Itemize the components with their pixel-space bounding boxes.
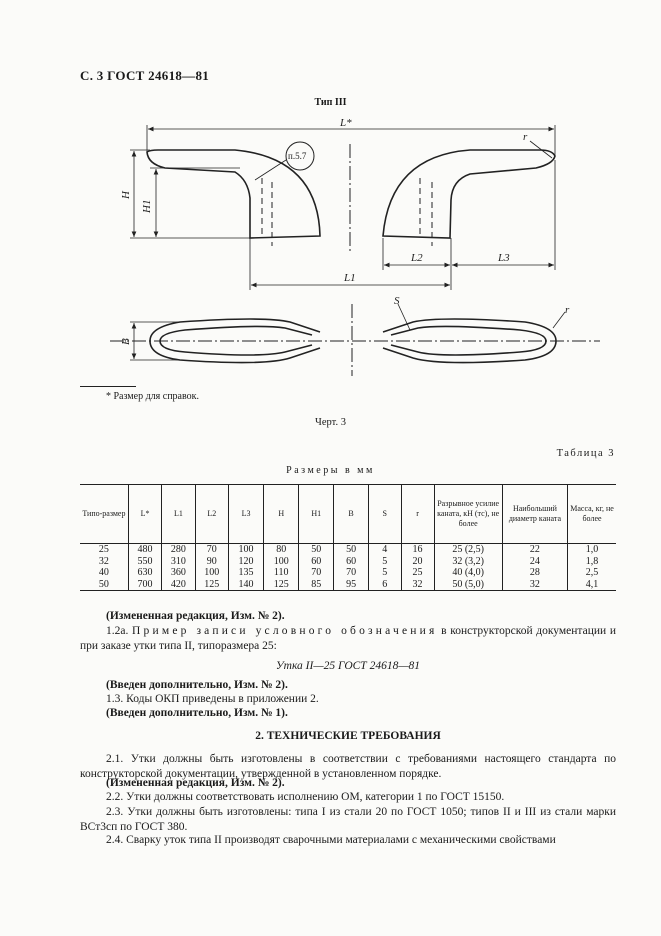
label-H1: H1: [141, 199, 153, 213]
table-cell: 100: [264, 556, 299, 568]
paragraph-1-2a: [80, 624, 616, 654]
table-cell: 4: [368, 544, 401, 556]
table-row: [80, 556, 616, 568]
label-B: B: [120, 338, 132, 345]
table-row: [80, 544, 616, 556]
designation-example: Утка II—25 ГОСТ 24618—81: [275, 660, 421, 672]
table-cell: 60: [299, 556, 334, 568]
table-cell: 16: [401, 544, 434, 556]
table-cell: 20: [401, 556, 434, 568]
change-note-1: (Измененная редакция, Изм. № 2).: [106, 610, 285, 622]
p2-spaced: Пример записи условного обозначения: [132, 625, 438, 637]
table-cell: 80: [264, 544, 299, 556]
table-cell: 70: [299, 567, 334, 579]
table-cell: 25: [401, 567, 434, 579]
footnote: * Размер для справок.: [106, 391, 199, 402]
col-header: L3: [228, 485, 263, 544]
paragraph-2-3: 2.3. Утки должны быть изготовлены: типа I из стали 20 по ГОСТ 1050; типов II и III из стали марки ВСт3сп по ГОСТ 380.: [80, 806, 616, 833]
col-header: B: [334, 485, 369, 544]
table-cell: 630: [128, 567, 161, 579]
table-cell: 110: [264, 567, 299, 579]
table-cell: 700: [128, 579, 161, 591]
change-note-4: (Измененная редакция, Изм. № 2).: [106, 777, 285, 789]
paragraph-1-3: 1.3. Коды ОКП приведены в приложении 2.: [106, 693, 319, 705]
footnote-rule: [80, 386, 136, 387]
table-cell: 1,8: [568, 556, 616, 568]
table-row: [80, 567, 616, 579]
table-cell: 280: [162, 544, 195, 556]
label-r-bottom: r: [565, 304, 570, 316]
table-number: Таблица 3: [556, 448, 615, 459]
table-row: [80, 579, 616, 591]
label-r-top: r: [523, 131, 528, 143]
p2-rest: в конструкторской документации и при заказе утки типа II, типоразмера 25:: [80, 625, 616, 652]
table-cell: 25 (2,5): [434, 544, 502, 556]
table-cell: 420: [162, 579, 195, 591]
right-cleat-outline: [383, 150, 555, 238]
label-ref: п.5.7: [288, 151, 307, 161]
table-cell: 120: [228, 556, 263, 568]
table-cell: 60: [334, 556, 369, 568]
table-caption: Размеры в мм: [286, 465, 375, 476]
table-cell: 50: [80, 579, 128, 591]
label-L1: L1: [344, 272, 356, 284]
col-header: Наибольший диаметр каната: [502, 485, 567, 544]
table-cell: 140: [228, 579, 263, 591]
table-cell: 480: [128, 544, 161, 556]
section-heading: 2. ТЕХНИЧЕСКИЕ ТРЕБОВАНИЯ: [255, 730, 441, 742]
table-cell: 310: [162, 556, 195, 568]
table-cell: 95: [334, 579, 369, 591]
table-cell: 100: [195, 567, 228, 579]
col-header: H: [264, 485, 299, 544]
table-cell: 70: [195, 544, 228, 556]
dimensions-table: [80, 484, 616, 591]
col-header: Типо-размер: [80, 485, 128, 544]
table-cell: 32: [98, 555, 109, 567]
table-cell: 32: [502, 579, 567, 591]
label-L3: L3: [498, 252, 510, 264]
table-cell: 40: [98, 567, 109, 578]
left-cleat-outline: [147, 150, 320, 238]
table-cell: 5: [368, 567, 401, 579]
label-S: S: [394, 295, 400, 307]
table-cell: 125: [264, 579, 299, 591]
col-header: L1: [162, 485, 195, 544]
paragraph-2-1: 2.1. Утки должны быть изготовлены в соответствии с требованиями настоящего стандарта по конструкторской документации, утвержденной в установленном порядке.: [80, 753, 616, 780]
col-header: Масса, кг, не более: [568, 485, 616, 544]
table-cell: 135: [228, 567, 263, 579]
table-cell: 125: [195, 579, 228, 591]
p2-lead: 1.2а.: [106, 625, 129, 637]
table-cell: 85: [299, 579, 334, 591]
col-header: Разрывное усилие каната, кН (тс), не более: [434, 485, 502, 544]
table-cell: 4,1: [568, 579, 616, 591]
table-cell: 50: [299, 544, 334, 556]
table-cell: 40 (4,0): [434, 567, 502, 579]
paragraph-2-2: 2.2. Утки должны соответствовать исполнению ОМ, категории 1 по ГОСТ 15150.: [106, 791, 505, 803]
table-cell: 28: [502, 567, 567, 579]
table-cell: 550: [128, 556, 161, 568]
col-header: H1: [299, 485, 334, 544]
table-cell: 32: [401, 579, 434, 591]
label-H: H: [120, 191, 132, 199]
table-cell: 50: [334, 544, 369, 556]
label-L: L*: [340, 117, 352, 129]
technical-drawing: [0, 0, 661, 380]
table-cell: 360: [162, 567, 195, 579]
figure-caption: Черт. 3: [315, 417, 346, 428]
table-cell: 70: [334, 567, 369, 579]
table-cell: 24: [502, 556, 567, 568]
table-cell: 50 (5,0): [434, 579, 502, 591]
col-header: L2: [195, 485, 228, 544]
paragraph-2-4: 2.4. Сварку уток типа II производят сварочными материалами с механическими свойствами: [106, 834, 556, 846]
table-cell: 25: [98, 544, 109, 555]
table-cell: 2,5: [568, 567, 616, 579]
table-cell: 90: [195, 556, 228, 568]
table-cell: 1,0: [568, 544, 616, 556]
change-note-2: (Введен дополнительно, Изм. № 2).: [106, 679, 288, 691]
change-note-3: (Введен дополнительно, Изм. № 1).: [106, 707, 288, 719]
col-header: L*: [128, 485, 161, 544]
label-L2: L2: [411, 252, 423, 264]
page-header: С. 3 ГОСТ 24618—81: [80, 68, 210, 83]
table-cell: 5: [368, 556, 401, 568]
table-cell: 6: [368, 579, 401, 591]
table-cell: 22: [502, 544, 567, 556]
drawing-type-label: Тип III: [314, 97, 347, 108]
table-cell: 100: [228, 544, 263, 556]
col-header: S: [368, 485, 401, 544]
table-cell: 32 (3,2): [434, 556, 502, 568]
col-header: r: [401, 485, 434, 544]
